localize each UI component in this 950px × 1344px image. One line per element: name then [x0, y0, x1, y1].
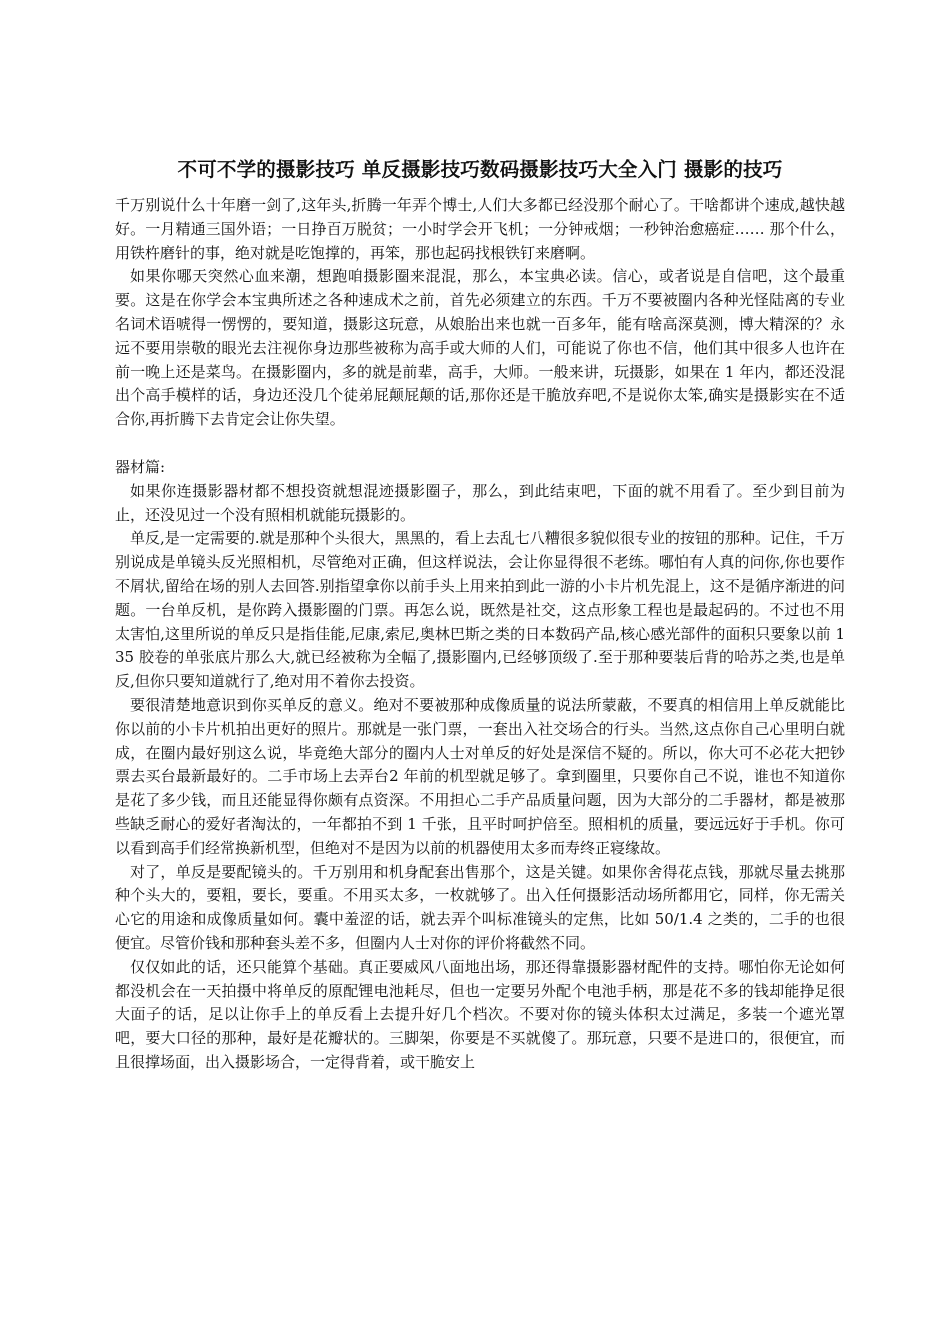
equipment-paragraph-2: 单反,是一定需要的.就是那种个头很大，黑黑的，看上去乱七八糟很多貌似很专业的按钮的那种。记住，千万别说成是单镜头反光照相机，尽管绝对正确，但这样说法，会让你显得很不老练。哪怕有人真的问你,你也要作不屑状,留给在场的别人去回答.别指望拿你以前手头上用来拍到此一游的小卡片机先混上，这不是循序渐进的问题。一台单反机，是你跨入摄影圈的门票。再怎么说，既然是社交，这点形象工程也是最起码的。不过也不用太害怕,这里所说的单反只是指佳能,尼康,索尼,奥林巴斯之类的日本数码产品,核心感光部件的面积只要象以前 135 胶卷的单张底片那么大,就已经被称为全幅了,摄影圈内,已经够顶级了.至于那种要装后背的哈苏之类,也是单反,但你只要知道就行了,绝对用不着你去投资。	[115, 529, 845, 691]
document-page	[115, 150, 845, 1075]
equipment-paragraph-3: 要很清楚地意识到你买单反的意义。绝对不要被那种成像质量的说法所蒙蔽，不要真的相信用上单反就能比你以前的小卡片机拍出更好的照片。那就是一张门票，一套出入社交场合的行头。当然,这点你自己心里明白就成，在圈内最好别这么说，毕竟绝大部分的圈内人士对单反的好处是深信不疑的。所以，你大可不必花大把钞票去买台最新最好的。二手市场上去弄台2 年前的机型就足够了。拿到圈里，只要你自己不说，谁也不知道你是花了多少钱，而且还能显得你颇有点资深。不用担心二手产品质量问题，因为大部分的二手器材，都是被那些缺乏耐心的爱好者淘汰的，一年都拍不到 1 千张，且平时呵护倍至。照相机的质量，要远远好于手机。你可以看到高手们经常换新机型，但绝对不是因为以前的机器使用太多而寿终正寝缘故。	[115, 695, 845, 857]
intro-paragraph-2: 如果你哪天突然心血来潮，想跑咱摄影圈来混混，那么，本宝典必读。信心，或者说是自信吧，这个最重要。这是在你学会本宝典所述之各种速成术之前，首先必须建立的东西。千万不要被圈内各种光怪陆离的专业名词术语唬得一愣愣的，要知道，摄影这玩意，从娘胎出来也就一百多年，能有啥高深莫测，博大精深的？永远不要用崇敬的眼光去注视你身边那些被称为高手或大师的人们，可能说了你也不信，他们其中很多人也许在前一晚上还是菜鸟。在摄影圈内，多的就是前辈，高手，大师。一般来讲，玩摄影，如果在 1 年内，都还没混出个高手模样的话，身边还没几个徒弟屁颠屁颠的话,那你还是干脆放弃吧,不是说你太笨,确实是摄影实在不适合你,再折腾下去肯定会让你失望。	[115, 267, 845, 429]
equipment-paragraph-1: 如果你连摄影器材都不想投资就想混迹摄影圈子，那么，到此结束吧，下面的就不用看了。至少到目前为止，还没见过一个没有照相机就能玩摄影的。	[115, 481, 845, 524]
document-title: 不可不学的摄影技巧 单反摄影技巧数码摄影技巧大全入门 摄影的技巧	[177, 158, 783, 181]
equipment-paragraph-4: 对了，单反是要配镜头的。千万别用和机身配套出售那个，这是关键。如果你舍得花点钱，那就尽量去挑那种个头大的，要粗，要长，要重。不用买太多，一枚就够了。出入任何摄影活动场所都用它，同样，你无需关心它的用途和成像质量如何。囊中羞涩的话，就去弄个叫标准镜头的定焦，比如 50/1.4 之类的，二手的也很便宜。尽管价钱和那种套头差不多，但圈内人士对你的评价将截然不同。	[115, 862, 845, 952]
section-heading-equipment: 器材篇:	[115, 457, 166, 476]
paragraph-spacer	[115, 432, 845, 456]
equipment-paragraph-5: 仅仅如此的话，还只能算个基础。真正要威风八面地出场，那还得靠摄影器材配件的支持。哪怕你无论如何都没机会在一天拍摄中将单反的原配锂电池耗尽，但也一定要另外配个电池手柄，那是花不多的钱却能挣足很大面子的话，足以让你手上的单反看上去提升好几个档次。不要对你的镜头体积太过满足，多装一个遮光罩吧，要大口径的那种，最好是花瓣状的。三脚架，你要是不买就傻了。那玩意，只要不是进口的，很便宜，而且很撑场面，出入摄影场合，一定得背着，或干脆安上	[115, 957, 845, 1071]
intro-paragraph-1: 千万别说什么十年磨一剑了,这年头,折腾一年弄个博士,人们大多都已经没那个耐心了。干啥都讲个速成,越快越好。一月精通三国外语；一日挣百万脱贫；一小时学会开飞机；一分钟戒烟；一秒钟治愈癌症…… 那个什么，用铁杵磨针的事，绝对就是吃饱撑的，再笨，那也起码找根铁钉来磨啊。	[115, 196, 845, 262]
